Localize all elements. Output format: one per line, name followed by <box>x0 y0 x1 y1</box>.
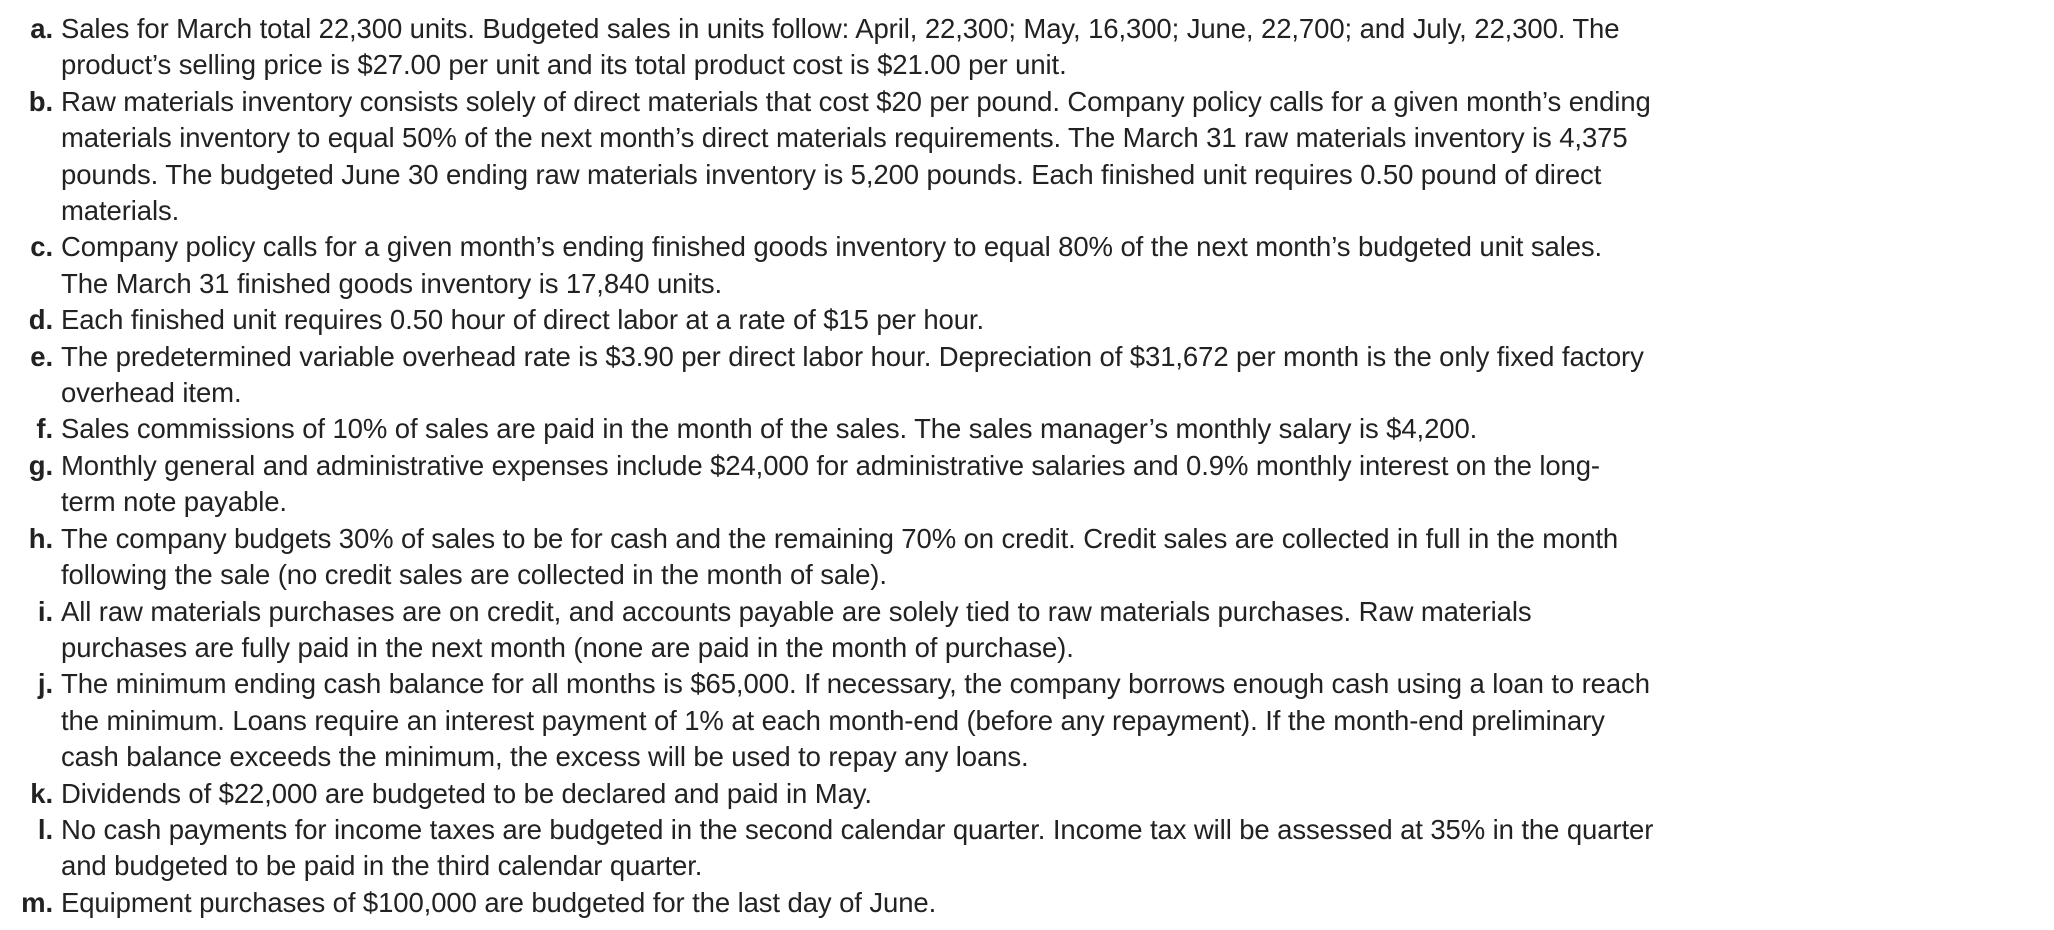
text-line: Company policy calls for a given month’s ending finished goods inventory to equal 80% of the next month’s budgeted unit sales. <box>61 231 1603 263</box>
text-line: Equipment purchases of $100,000 are budgeted for the last day of June. <box>61 886 937 918</box>
item-label: g. <box>28 449 53 481</box>
item-label: i. <box>37 595 53 627</box>
list-item-e <box>0 339 1960 412</box>
text-line: Monthly general and administrative expenses include $24,000 for administrative salaries and 0.9% monthly interest on the long- <box>61 449 1600 481</box>
list-item-h <box>0 521 1960 594</box>
item-text <box>61 11 1921 84</box>
item-text <box>61 812 1921 885</box>
item-text <box>61 302 1921 338</box>
text-line: Sales commissions of 10% of sales are paid in the month of the sales. The sales manager’s monthly salary is $4,200. <box>61 413 1478 445</box>
item-label: k. <box>30 777 53 809</box>
item-text <box>61 339 1921 412</box>
text-line: No cash payments for income taxes are budgeted in the second calendar quarter. Income tax will be assessed at 35% in the quarter <box>61 813 1654 845</box>
text-line: Dividends of $22,000 are budgeted to be declared and paid in May. <box>61 777 872 809</box>
item-label: f. <box>36 413 53 445</box>
item-text <box>61 594 1921 667</box>
item-label: a. <box>30 13 53 44</box>
list-item-f <box>0 411 1960 447</box>
assumptions-list <box>0 11 1960 921</box>
text-line: pounds. The budgeted June 30 ending raw materials inventory is 5,200 pounds. Each finished unit requires 0.50 pound of direct <box>61 158 1602 190</box>
text-line: and budgeted to be paid in the third calendar quarter. <box>61 850 703 882</box>
item-label: d. <box>28 304 53 336</box>
list-item-c <box>0 229 1960 302</box>
text-line: Raw materials inventory consists solely of direct materials that cost $20 per pound. Company policy calls for a given month’s ending <box>61 85 1651 117</box>
text-line: purchases are fully paid in the next month (none are paid in the month of purchase). <box>61 631 1074 663</box>
item-text <box>61 84 1921 230</box>
item-text <box>61 521 1921 594</box>
text-line: All raw materials purchases are on credit, and accounts payable are solely tied to raw materials purchases. Raw materials <box>61 595 1532 627</box>
item-label: b. <box>28 85 53 117</box>
item-text <box>61 229 1921 302</box>
text-line: Sales for March total 22,300 units. Budgeted sales in units follow: April, 22,300; May, 16,300; June, 22,700; and July, 22,300. The <box>61 13 1620 44</box>
list-item-a <box>0 11 1960 84</box>
item-label: j. <box>37 668 53 700</box>
text-line: materials inventory to equal 50% of the next month’s direct materials requirements. The March 31 raw materials inventory is 4,375 <box>61 122 1628 154</box>
list-item-j <box>0 666 1960 775</box>
text-line: The company budgets 30% of sales to be for cash and the remaining 70% on credit. Credit sales are collected in full in the month <box>61 522 1619 554</box>
item-label: m. <box>21 886 53 918</box>
list-item-b <box>0 84 1960 230</box>
text-line: product’s selling price is $27.00 per unit and its total product cost is $21.00 per unit. <box>61 49 1067 81</box>
text-line: following the sale (no credit sales are collected in the month of sale). <box>61 559 887 591</box>
text-line: term note payable. <box>61 486 287 518</box>
list-item-d <box>0 302 1960 338</box>
item-label: h. <box>28 522 53 554</box>
list-item-i <box>0 594 1960 667</box>
item-label: e. <box>30 340 53 372</box>
text-line: materials. <box>61 195 180 227</box>
text-line: Each finished unit requires 0.50 hour of direct labor at a rate of $15 per hour. <box>61 304 984 336</box>
item-text <box>61 885 1921 921</box>
text-line: overhead item. <box>61 377 242 409</box>
list-item-k <box>0 776 1960 812</box>
text-line: The predetermined variable overhead rate is $3.90 per direct labor hour. Depreciation of $31,672 per month is the only fixed factory <box>61 340 1644 372</box>
item-text <box>61 666 1921 775</box>
list-item-g <box>0 448 1960 521</box>
text-line: The minimum ending cash balance for all months is $65,000. If necessary, the company borrows enough cash using a loan to reach <box>61 668 1650 700</box>
item-text <box>61 411 1921 447</box>
text-line: cash balance exceeds the minimum, the excess will be used to repay any loans. <box>61 741 1029 773</box>
text-line: The March 31 finished goods inventory is 17,840 units. <box>61 267 723 299</box>
item-text <box>61 776 1921 812</box>
list-item-m <box>0 885 1960 921</box>
item-label: l. <box>37 813 53 845</box>
item-text <box>61 448 1921 521</box>
text-line: the minimum. Loans require an interest payment of 1% at each month-end (before any repayment). If the month-end preliminary <box>61 704 1605 736</box>
item-label: c. <box>30 231 53 263</box>
list-item-l <box>0 812 1960 885</box>
